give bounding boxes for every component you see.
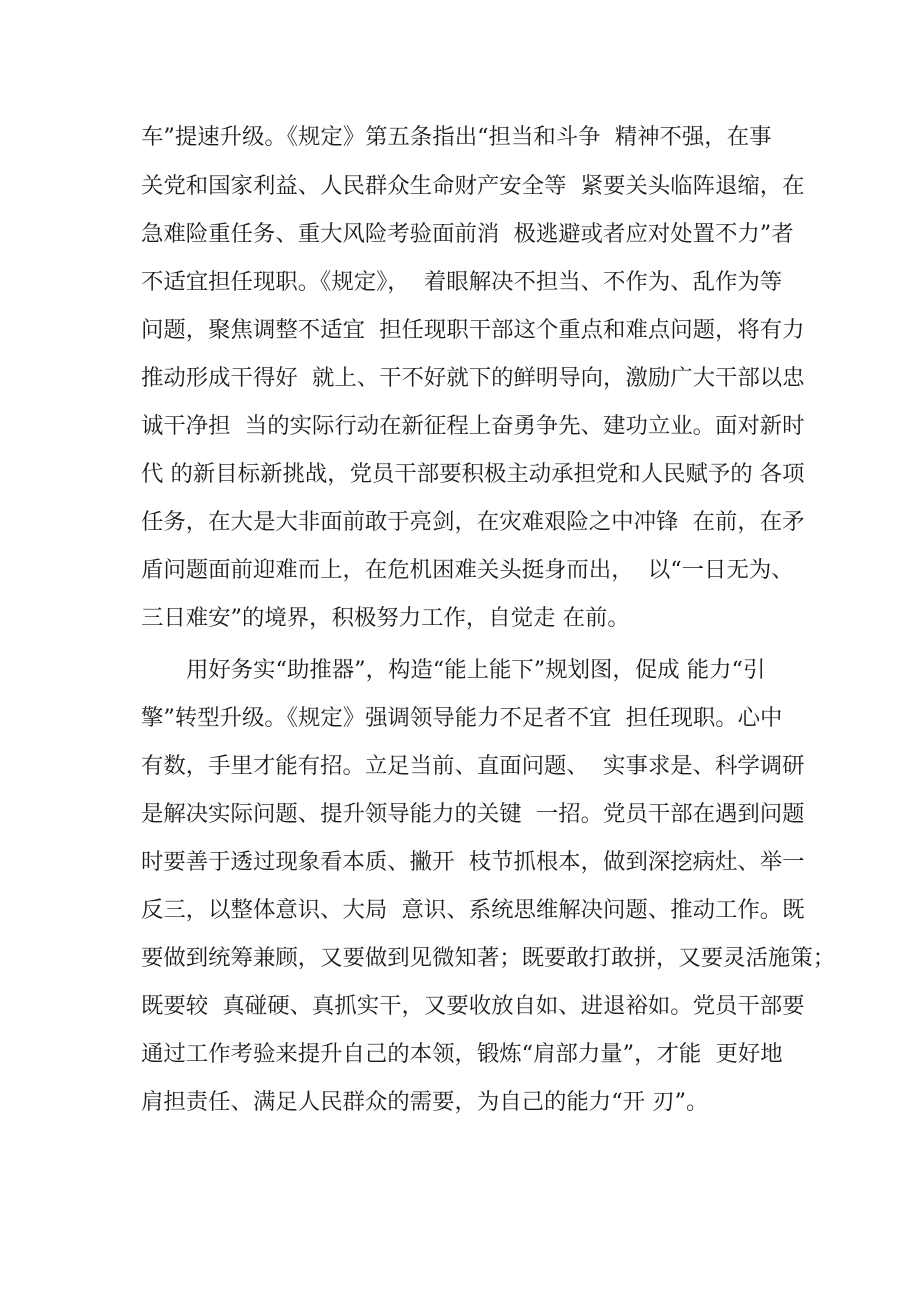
- paragraph-1-line-8: 代 的新目标新挑战，党员干部要积极主动承担党和人民赋予的 各项: [141, 461, 805, 487]
- paragraph-2-line-2: 擎”转型升级。《规定》强调领导能力不足者不宜 担任现职。心中: [141, 705, 783, 731]
- paragraph-1-line-6: 推动形成干得好 就上、干不好就下的鲜明导向，激励广大干部以忠: [141, 365, 805, 391]
- paragraph-2-line-1: 用好务实“助推器”，构造“能上能下”规划图，促成 能力“引: [186, 657, 766, 683]
- paragraph-1-line-7: 诚干净担 当的实际行动在新征程上奋勇争先、建功立业。面对新时: [141, 413, 805, 439]
- paragraph-1-line-2: 关党和国家利益、人民群众生命财产安全等 紧要关头临阵退缩，在: [141, 173, 805, 199]
- paragraph-2-line-5: 时要善于透过现象看本质、撇开 枝节抓根本，做到深挖病灶、举一: [141, 849, 805, 875]
- paragraph-1-line-4: 不适宜担任现职。《规定》， 着眼解决不担当、不作为、乱作为等: [141, 269, 783, 295]
- paragraph-2-line-7: 要做到统筹兼顾，又要做到见微知著；既要敢打敢拼，又要灵活施策；: [141, 945, 836, 971]
- paragraph-1-line-9: 任务，在大是大非面前敢于亮剑，在灾难艰险之中冲锋 在前，在矛: [141, 509, 805, 535]
- paragraph-1-line-3: 急难险重任务、重大风险考验面前消 极逃避或者应对处置不力”者: [141, 221, 794, 247]
- paragraph-1-line-1: 车”提速升级。《规定》第五条指出“担当和斗争 精神不强，在事: [141, 124, 772, 150]
- paragraph-2-line-9: 通过工作考验来提升自己的本领，锻炼“肩部力量”，才能 更好地: [141, 1041, 783, 1067]
- paragraph-2-line-8: 既要较 真碰硬、真抓实干，又要收放自如、进退裕如。党员干部要: [141, 993, 805, 1019]
- paragraph-1-line-5: 问题，聚焦调整不适宜 担任现职干部这个重点和难点问题，将有力: [141, 317, 805, 343]
- paragraph-2-line-3: 有数，手里才能有招。立足当前、直面问题、 实事求是、科学调研: [141, 753, 805, 779]
- paragraph-2-line-6: 反三，以整体意识、大局 意识、系统思维解决问题、推动工作。既: [141, 897, 805, 923]
- paragraph-1-line-10: 盾问题面前迎难而上，在危机困难关头挺身而出， 以“一日无为、: [141, 557, 794, 583]
- paragraph-2-line-4: 是解决实际问题、提升领导能力的关键 一招。党员干部在遇到问题: [141, 801, 805, 827]
- paragraph-2-line-10: 肩担责任、满足人民群众的需要，为自己的能力“开 刃”。: [141, 1089, 709, 1115]
- paragraph-1-line-11: 三日难安”的境界，积极努力工作，自觉走 在前。: [141, 605, 630, 631]
